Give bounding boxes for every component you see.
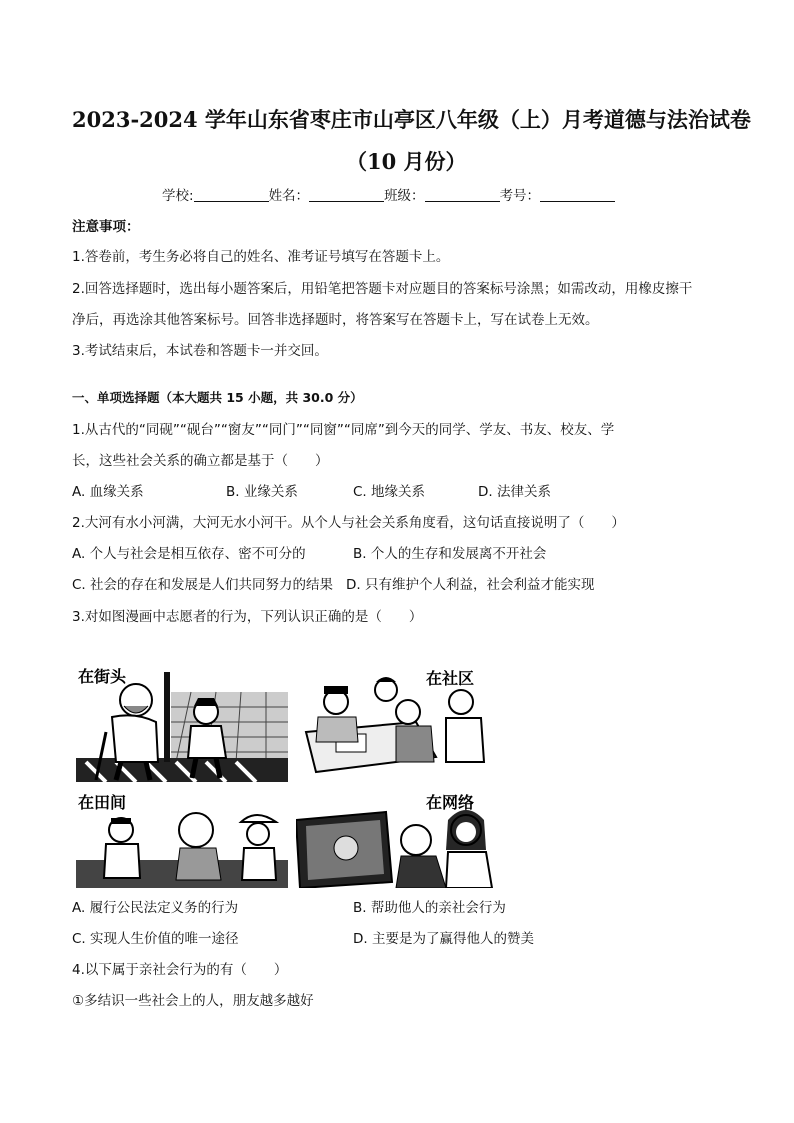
exam-number-label: 考号： [499,188,541,204]
caption-field [76,790,156,814]
svg-text:在网络: 在网络 [426,793,475,812]
caption-street [76,664,156,688]
question-2-stem: 2.大河有水小河满，大河无水小河干。从个人与社会关系角度看，这句话直接说明了（ ） [72,515,625,531]
cartoon-panel-field [76,790,288,888]
q3-option-b[interactable]: B. 帮助他人的亲社会行为 [353,900,506,916]
name-field[interactable] [309,187,384,202]
q1-option-a[interactable]: A. 血缘关系 [72,484,144,500]
name-label: 姓名： [268,188,310,204]
question-4-stem: 4.以下属于亲社会行为的有（ ） [72,962,288,978]
q1-option-b[interactable]: B. 业缘关系 [226,484,298,500]
notice-item-2: 2.回答选择题时，选出每小题答案后，用铅笔把答题卡对应题目的答案标号涂黑；如需改动，用橡皮擦干 [72,281,693,297]
notice-item-1: 1.答卷前，考生务必将自己的姓名、准考证号填写在答题卡上。 [72,249,450,265]
q4-item-1: ①多结识一些社会上的人，朋友越多越好 [72,993,314,1009]
school-label: 学校: [162,188,194,204]
class-field[interactable] [425,187,500,202]
q1-option-d[interactable]: D. 法律关系 [478,484,551,500]
svg-text:在社区: 在社区 [426,669,475,688]
caption-community [424,666,496,690]
section-heading: 一、单项选择题（本大题共 15 小题，共 30.0 分） [72,390,363,405]
cartoon-panel-internet [296,790,496,888]
notice-item-2-cont: 净后，再选涂其他答案标号。回答非选择题时，将答案写在答题卡上，写在试卷上无效。 [72,312,599,328]
exam-subtitle: （10 月份） [346,149,467,174]
svg-text:在街头: 在街头 [78,667,127,686]
notice-heading: 注意事项： [72,219,140,235]
svg-text:在田间: 在田间 [78,793,127,812]
q3-option-d[interactable]: D. 主要是为了赢得他人的赞美 [353,931,534,947]
exam-title: 2023-2024 学年山东省枣庄市山亭区八年级（上）月考道德与法治试卷 [72,107,751,132]
caption-internet [424,790,496,814]
student-info-row [162,187,615,205]
cartoon-panel-street [76,662,288,782]
question-3-stem: 3.对如图漫画中志愿者的行为，下列认识正确的是（ ） [72,609,423,625]
q2-option-d[interactable]: D. 只有维护个人利益，社会利益才能实现 [346,577,595,593]
q3-option-a[interactable]: A. 履行公民法定义务的行为 [72,900,239,916]
question-1-stem-cont: 长，这些社会关系的确立都是基于（ ） [72,453,329,469]
q2-option-c[interactable]: C. 社会的存在和发展是人们共同努力的结果 [72,577,334,593]
q2-option-b[interactable]: B. 个人的生存和发展离不开社会 [353,546,547,562]
cartoon-panel-community [296,662,496,780]
class-label: 班级： [384,188,425,204]
school-field[interactable] [194,187,269,202]
notice-item-3: 3.考试结束后，本试卷和答题卡一并交回。 [72,343,328,359]
q2-option-a[interactable]: A. 个人与社会是相互依存、密不可分的 [72,546,306,562]
question-1-stem: 1.从古代的“同砚”“砚台”“窗友”“同门”“同窗”“同席”到今天的同学、学友、书友、校友、学 [72,422,615,438]
exam-number-field[interactable] [540,187,615,202]
q1-option-c[interactable]: C. 地缘关系 [353,484,426,500]
q3-option-c[interactable]: C. 实现人生价值的唯一途径 [72,931,239,947]
